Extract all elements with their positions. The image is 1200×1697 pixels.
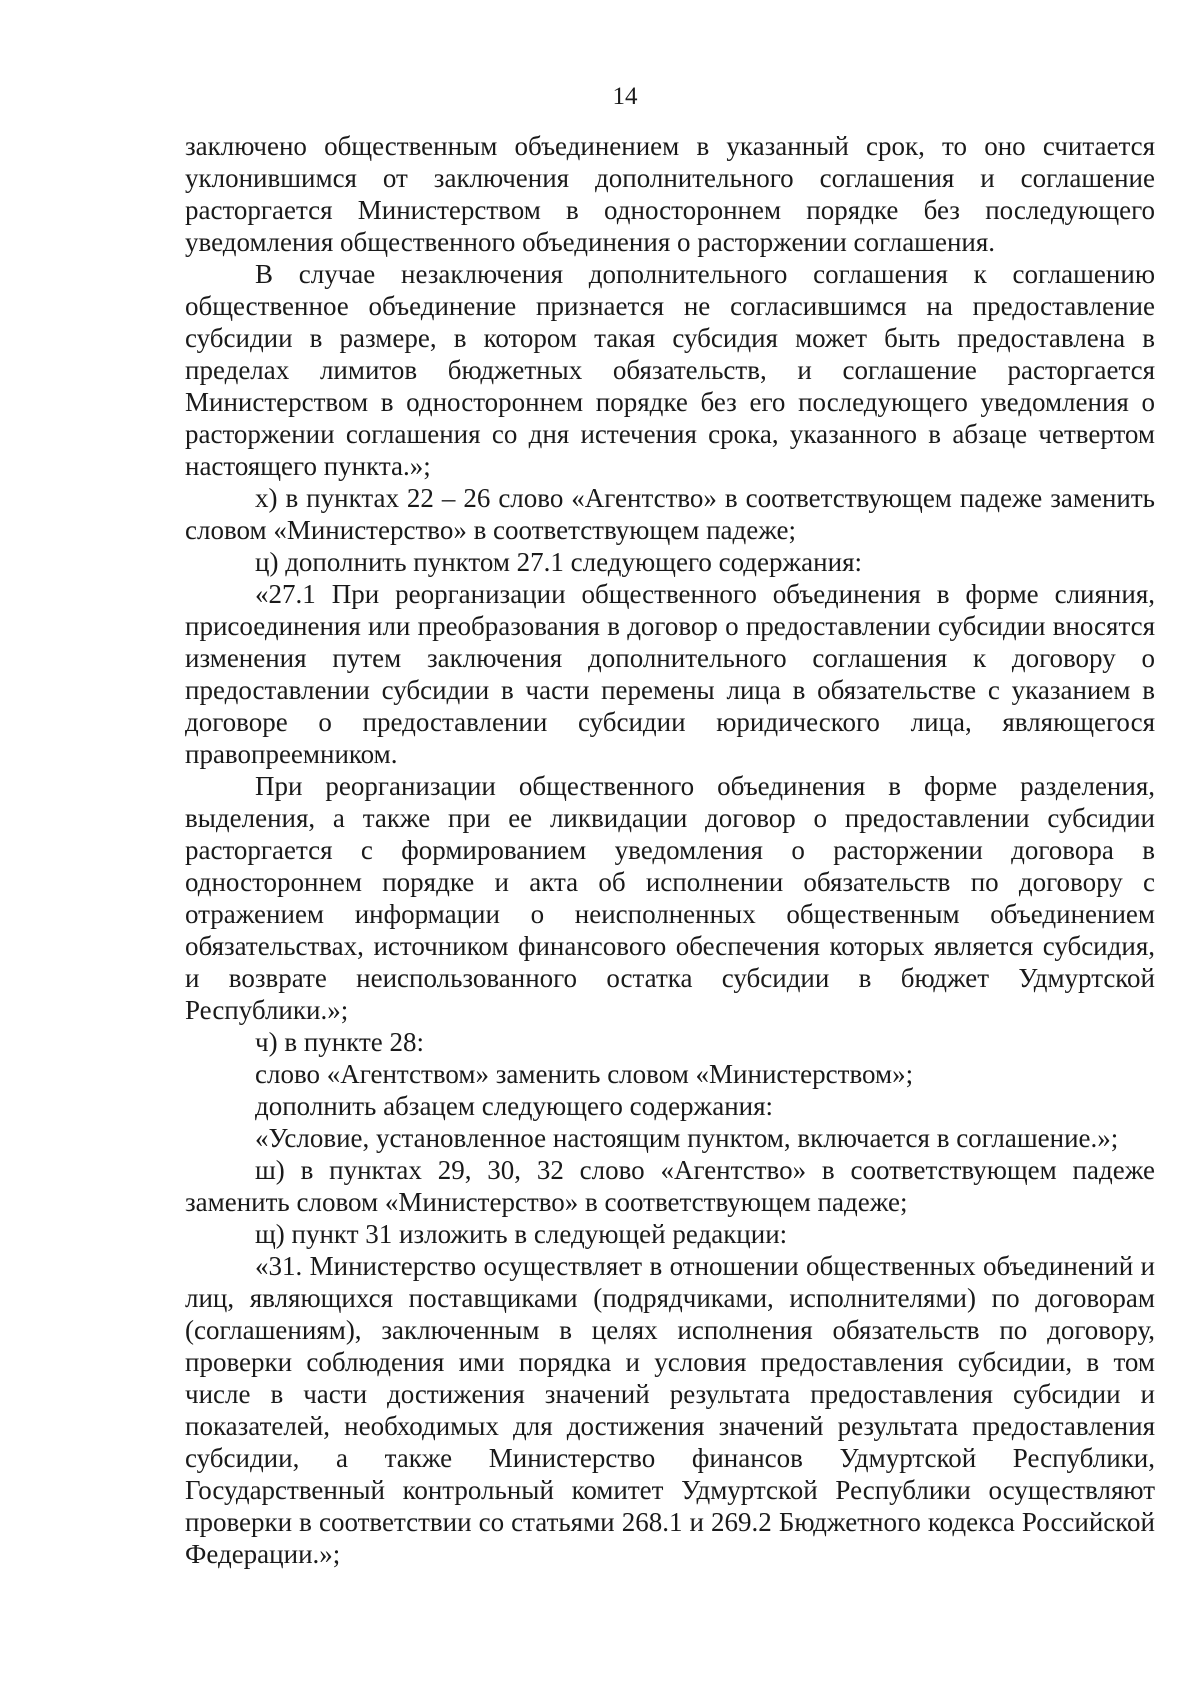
- paragraph-2: В случае незаключения дополнительного соглашения к соглашению общественное объединение признается не согласившимся на предоставление субсидии в размере, в котором такая субсидия может быть предоставлена в пределах лимитов бюджетных обязательств, и соглашение расторгается Министерством в одностороннем порядке без его последующего уведомления о расторжении соглашения со дня истечения срока, указанного в абзаце четвертом настоящего пункта.»;: [185, 259, 1155, 481]
- paragraph-6: При реорганизации общественного объединения в форме разделения, выделения, а также при ее ликвидации договор о предоставлении субсидии расторгается с формированием уведомления о расторжении договора в одностороннем порядке и акта об исполнении обязательств по договору с отражением информации о неисполненных общественным объединением обязательствах, источником финансового обеспечения которых является субсидия, и возврате неиспользованного остатка субсидии в бюджет Удмуртской Республики.»;: [185, 771, 1155, 1025]
- paragraph-10: «Условие, установленное настоящим пунктом, включается в соглашение.»;: [255, 1123, 1119, 1153]
- document-body: [185, 130, 1155, 1570]
- paragraph-11: ш) в пунктах 29, 30, 32 слово «Агентство» в соответствующем падеже заменить словом «Министерство» в соответствующем падеже;: [185, 1155, 1155, 1217]
- paragraph-3: х) в пунктах 22 – 26 слово «Агентство» в соответствующем падеже заменить словом «Министерство» в соответствующем падеже;: [185, 483, 1155, 545]
- page-number: 14: [612, 83, 638, 110]
- paragraph-13: «31. Министерство осуществляет в отношении общественных объединений и лиц, являющихся поставщиками (подрядчиками, исполнителями) по договорам (соглашениям), заключенным в целях исполнения обязательств по договору, проверки соблюдения ими порядка и условия предоставления субсидии, в том числе в части достижения значений результата предоставления субсидии и показателей, необходимых для достижения значений результата предоставления субсидии, а также Министерство финансов Удмуртской Республики, Государственный контрольный комитет Удмуртской Республики осуществляют проверки в соответствии со статьями 268.1 и 269.2 Бюджетного кодекса Российской Федерации.»;: [185, 1251, 1155, 1569]
- paragraph-1: заключено общественным объединением в указанный срок, то оно считается уклонившимся от заключения дополнительного соглашения и соглашение расторгается Министерством в одностороннем порядке без последующего уведомления общественного объединения о расторжении соглашения.: [185, 131, 1155, 257]
- paragraph-8: слово «Агентством» заменить словом «Министерством»;: [255, 1059, 914, 1089]
- paragraph-9: дополнить абзацем следующего содержания:: [255, 1091, 774, 1121]
- paragraph-7: ч) в пункте 28:: [255, 1027, 425, 1057]
- paragraph-4: ц) дополнить пунктом 27.1 следующего содержания:: [255, 547, 862, 577]
- paragraph-5: «27.1 При реорганизации общественного объединения в форме слияния, присоединения или преобразования в договор о предоставлении субсидии вносятся изменения путем заключения дополнительного соглашения к договору о предоставлении субсидии в части перемены лица в обязательстве с указанием в договоре о предоставлении субсидии юридического лица, являющегося правопреемником.: [185, 579, 1155, 769]
- paragraph-12: щ) пункт 31 изложить в следующей редакции:: [255, 1219, 788, 1249]
